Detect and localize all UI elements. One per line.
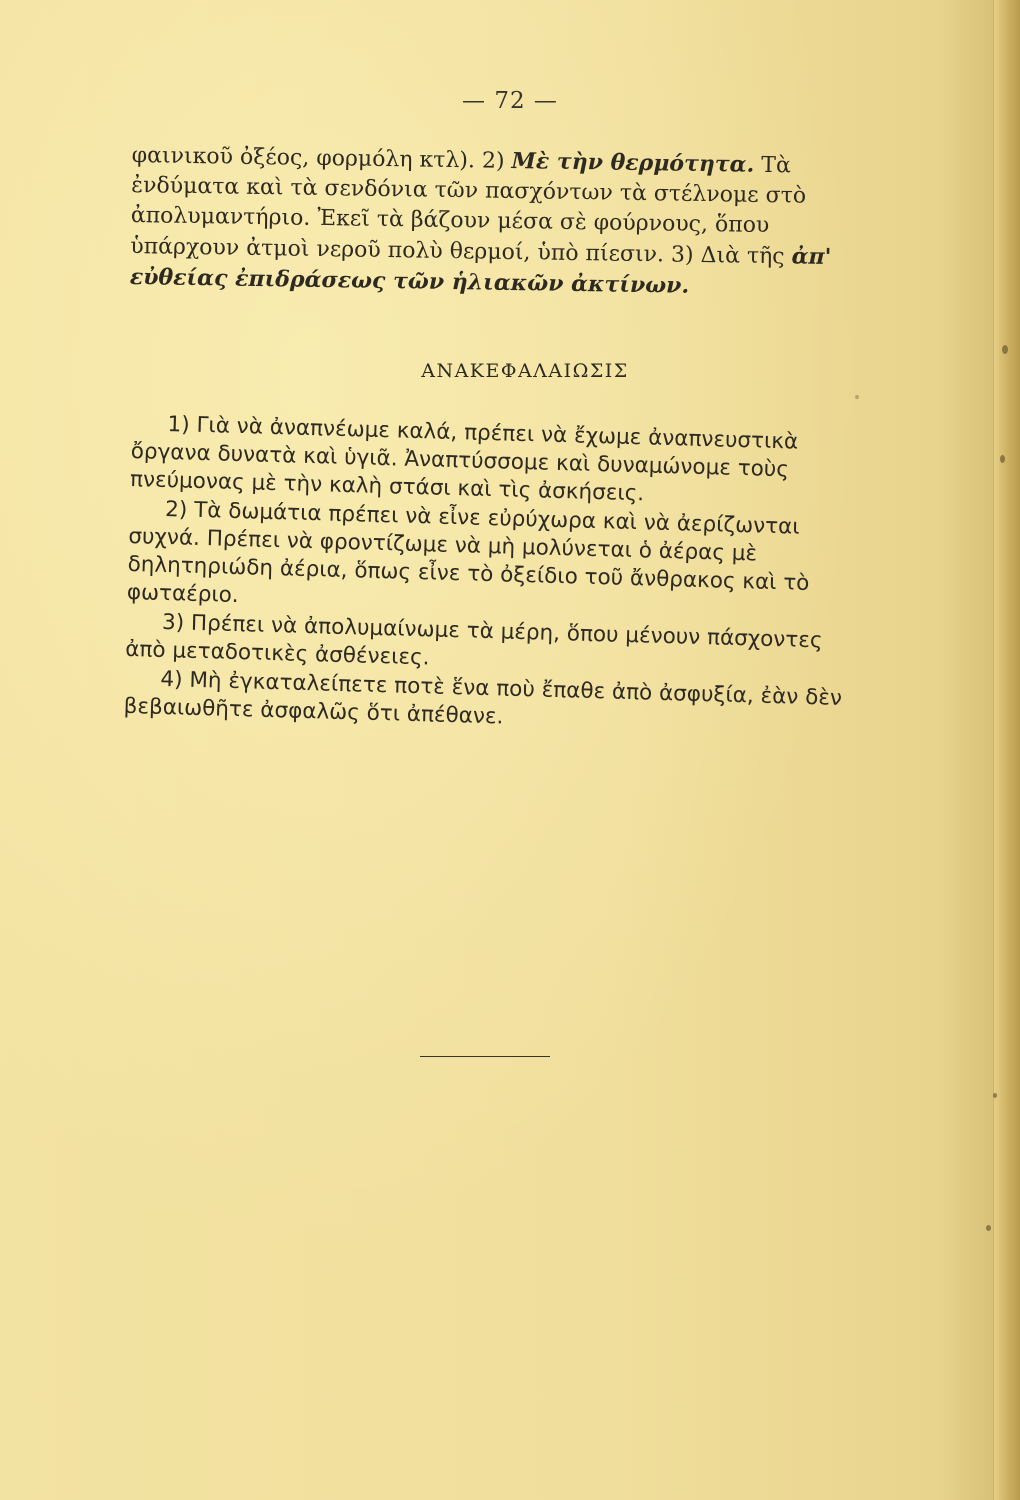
paper-speck [993, 1093, 997, 1098]
page-binding-edge [993, 0, 1020, 1500]
intro-paragraph [130, 140, 874, 305]
intro-emphasis-heat: Μὲ τὴν θερμότητα. [511, 147, 755, 178]
end-rule [420, 1056, 550, 1057]
summary-points [123, 410, 873, 743]
paper-speck [1000, 455, 1005, 463]
summary-heading: ΑΝΑΚΕΦΑΛΑΙΩΣΙΣ [421, 360, 629, 382]
paper-speck [1002, 345, 1008, 354]
paper-speck [855, 395, 859, 399]
summary-point-4: 4) Μὴ ἐγκαταλείπετε ποτὲ ἕνα ποὺ ἔπαθε ἀπὸ ἀσφυξία, ἐὰν δὲν βεβαιωθῆτε ἀσφαλῶς ὅτι ἀπέθανε. [123, 666, 843, 730]
paper-speck [986, 1225, 991, 1231]
summary-point-2: 2) Τὰ δωμάτια πρέπει νὰ εἶνε εὐρύχωρα καὶ νὰ ἀερίζωνται συχνά. Πρέπει νὰ φροντίζωμε νὰ μὴ μολύνεται ὁ ἀέρας μὲ δηλητηριώδη ἀέρια, ὅπως εἶνε τὸ ὀξείδιο τοῦ ἄνθρακος καὶ τὸ φωταέριο. [126, 496, 810, 609]
summary-point-3: 3) Πρέπει νὰ ἀπολυμαίνωμε τὰ μέρη, ὅπου μένουν πάσχοντες ἀπὸ μεταδοτικὲς ἀσθένειες. [124, 609, 823, 671]
intro-emphasis-sunlight: ἀπ' εὐθείας ἐπιδράσεως τῶν ἡλιακῶν ἀκτίνων. [129, 243, 832, 299]
page-number: — 72 — [462, 88, 558, 114]
intro-text-1: φαινικοῦ ὀξέος, φορμόλη κτλ). 2) [131, 142, 512, 174]
summary-point-1: 1) Γιὰ νὰ ἀναπνέωμε καλά, πρέπει νὰ ἔχωμε ἀναπνευστικὰ ὄργανα δυνατὰ καὶ ὑγιᾶ. Ἀναπτύσσομε καὶ δυναμώνομε τοὺς πνεύμονας μὲ τὴν καλὴ στάσι καὶ τὶς ἀσκήσεις. [129, 412, 799, 507]
intro-text-2: Τὰ ἐνδύματα καὶ τὰ σενδόνια τῶν πασχόντων τὰ στέλνομε στὸ ἀπολυμαντήριο. Ἐκεῖ τὰ βάζουν μέσα σὲ φούρνους, ὅπου ὑπάρχουν ἀτμοὶ νεροῦ πολὺ θερμοί, ὑπὸ πίεσιν. 3) Διὰ τῆς [130, 152, 807, 270]
